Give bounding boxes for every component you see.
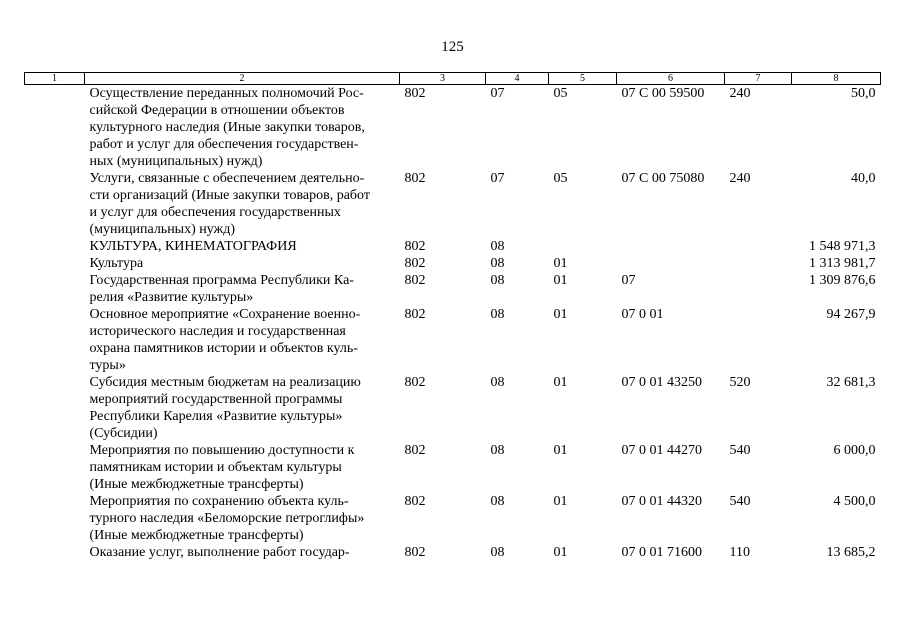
item-name-cell bbox=[85, 170, 400, 238]
subsection-code-cell: 05 bbox=[553, 171, 568, 186]
item-name-line: работ и услуг для обеспечения государствен- bbox=[89, 137, 359, 152]
amount-cell: 1 313 981,7 bbox=[809, 256, 876, 271]
item-name-cell bbox=[85, 85, 400, 171]
item-name-line: туры» bbox=[89, 358, 126, 373]
table-row bbox=[25, 493, 881, 544]
table-row bbox=[25, 238, 881, 255]
subsection-code-cell: 01 bbox=[553, 443, 568, 458]
ministry-code-cell: 802 bbox=[404, 375, 426, 390]
item-name-line: сийской Федерации в отношении объектов bbox=[89, 103, 345, 118]
item-name-cell bbox=[85, 493, 400, 544]
target-article-cell: 07 0 01 71600 bbox=[621, 545, 702, 560]
item-name-cell bbox=[85, 442, 400, 493]
ministry-code-cell: 802 bbox=[404, 256, 426, 271]
ministry-code-cell: 802 bbox=[404, 443, 426, 458]
column-header: 1 bbox=[25, 73, 85, 85]
ministry-code-cell: 802 bbox=[404, 494, 426, 509]
section-code-cell: 08 bbox=[490, 375, 505, 390]
item-name-line: Республики Карелия «Развитие культуры» bbox=[89, 409, 343, 424]
target-article-cell: 07 0 01 44270 bbox=[621, 443, 702, 458]
item-name-line: мероприятий государственной программы bbox=[89, 392, 343, 407]
expense-type-cell: 240 bbox=[729, 86, 751, 101]
target-article-cell: 07 С 00 75080 bbox=[621, 171, 705, 186]
subsection-code-cell: 05 bbox=[553, 86, 568, 101]
section-code-cell: 08 bbox=[490, 545, 505, 560]
item-name-line: КУЛЬТУРА, КИНЕМАТОГРАФИЯ bbox=[89, 239, 297, 254]
page-number: 125 bbox=[441, 39, 464, 55]
section-code-cell: 08 bbox=[490, 256, 505, 271]
target-article-cell: 07 bbox=[621, 273, 636, 288]
item-name-cell bbox=[85, 306, 400, 374]
column-header: 2 bbox=[85, 73, 400, 85]
amount-cell: 94 267,9 bbox=[826, 307, 876, 322]
column-header: 6 bbox=[617, 73, 725, 85]
ministry-code-cell: 802 bbox=[404, 171, 426, 186]
expense-type-cell: 240 bbox=[729, 171, 751, 186]
table-row bbox=[25, 306, 881, 374]
subsection-code-cell: 01 bbox=[553, 494, 568, 509]
item-name-line: Культура bbox=[89, 256, 144, 271]
row-number-cell bbox=[25, 85, 85, 171]
column-header: 7 bbox=[725, 73, 792, 85]
item-name-cell bbox=[85, 238, 400, 255]
table-row bbox=[25, 255, 881, 272]
table-row bbox=[25, 170, 881, 238]
subsection-code-cell: 01 bbox=[553, 307, 568, 322]
table-body bbox=[25, 85, 881, 562]
row-number-cell bbox=[25, 238, 85, 255]
item-name-line: Мероприятия по повышению доступности к bbox=[89, 443, 355, 458]
row-number-cell bbox=[25, 374, 85, 442]
item-name-line: сти организаций (Иные закупки товаров, работ bbox=[89, 188, 370, 203]
table-row bbox=[25, 374, 881, 442]
item-name-line: Мероприятия по сохранению объекта куль- bbox=[89, 494, 349, 509]
item-name-cell bbox=[85, 374, 400, 442]
expense-type-cell bbox=[725, 272, 792, 306]
table-row bbox=[25, 544, 881, 561]
item-name-line: культурного наследия (Иные закупки товаров, bbox=[89, 120, 365, 135]
ministry-code-cell: 802 bbox=[404, 273, 426, 288]
ministry-code-cell: 802 bbox=[404, 86, 426, 101]
amount-cell: 32 681,3 bbox=[826, 375, 876, 390]
target-article-cell: 07 С 00 59500 bbox=[621, 86, 705, 101]
section-code-cell: 07 bbox=[490, 171, 505, 186]
expense-type-cell: 540 bbox=[729, 443, 751, 458]
column-header: 5 bbox=[549, 73, 617, 85]
item-name-line: охрана памятников истории и объектов куль- bbox=[89, 341, 358, 356]
item-name-line: (Иные межбюджетные трансферты) bbox=[89, 477, 304, 492]
row-number-cell bbox=[25, 544, 85, 561]
target-article-cell: 07 0 01 43250 bbox=[621, 375, 702, 390]
item-name-line: (муниципальных) нужд) bbox=[89, 222, 236, 237]
amount-cell: 6 000,0 bbox=[833, 443, 876, 458]
subsection-code-cell: 01 bbox=[553, 273, 568, 288]
item-name-line: Основное мероприятие «Сохранение военно- bbox=[89, 307, 361, 322]
row-number-cell bbox=[25, 442, 85, 493]
ministry-code-cell: 802 bbox=[404, 545, 426, 560]
row-number-cell bbox=[25, 170, 85, 238]
item-name-line: Государственная программа Республики Ка- bbox=[89, 273, 354, 288]
target-article-cell bbox=[617, 238, 725, 255]
table-row bbox=[25, 272, 881, 306]
amount-cell: 50,0 bbox=[851, 86, 876, 101]
subsection-code-cell: 01 bbox=[553, 375, 568, 390]
expense-type-cell: 110 bbox=[729, 545, 750, 560]
section-code-cell: 08 bbox=[490, 307, 505, 322]
item-name-cell bbox=[85, 272, 400, 306]
section-code-cell: 08 bbox=[490, 494, 505, 509]
subsection-code-cell: 01 bbox=[553, 545, 568, 560]
column-header: 3 bbox=[400, 73, 486, 85]
table-row bbox=[25, 85, 881, 171]
amount-cell: 13 685,2 bbox=[826, 545, 876, 560]
ministry-code-cell: 802 bbox=[404, 239, 426, 254]
item-name-line: исторического наследия и государственная bbox=[89, 324, 346, 339]
amount-cell: 1 548 971,3 bbox=[809, 239, 876, 254]
column-header: 8 bbox=[792, 73, 881, 85]
item-name-line: и услуг для обеспечения государственных bbox=[89, 205, 341, 220]
row-number-cell bbox=[25, 493, 85, 544]
table-header bbox=[25, 73, 881, 85]
item-name-line: (Иные межбюджетные трансферты) bbox=[89, 528, 304, 543]
expense-type-cell bbox=[725, 238, 792, 255]
budget-table bbox=[24, 72, 881, 561]
table-row bbox=[25, 442, 881, 493]
column-header: 4 bbox=[486, 73, 549, 85]
target-article-cell bbox=[617, 255, 725, 272]
item-name-line: (Субсидии) bbox=[89, 426, 158, 441]
header-row bbox=[25, 73, 881, 85]
section-code-cell: 07 bbox=[490, 86, 505, 101]
row-number-cell bbox=[25, 306, 85, 374]
amount-cell: 1 309 876,6 bbox=[809, 273, 876, 288]
subsection-code-cell: 01 bbox=[553, 256, 568, 271]
item-name-line: турного наследия «Беломорские петроглифы» bbox=[89, 511, 365, 526]
section-code-cell: 08 bbox=[490, 443, 505, 458]
expense-type-cell bbox=[725, 255, 792, 272]
amount-cell: 40,0 bbox=[851, 171, 876, 186]
target-article-cell: 07 0 01 bbox=[621, 307, 664, 322]
item-name-line: Субсидия местным бюджетам на реализацию bbox=[89, 375, 361, 390]
item-name-cell bbox=[85, 255, 400, 272]
row-number-cell bbox=[25, 272, 85, 306]
item-name-line: памятникам истории и объектам культуры bbox=[89, 460, 342, 475]
expense-type-cell bbox=[725, 306, 792, 374]
section-code-cell: 08 bbox=[490, 239, 505, 254]
expense-type-cell: 520 bbox=[729, 375, 751, 390]
item-name-line: Услуги, связанные с обеспечением деятельно- bbox=[89, 171, 365, 186]
row-number-cell bbox=[25, 255, 85, 272]
item-name-cell bbox=[85, 544, 400, 561]
item-name-line: ных (муниципальных) нужд) bbox=[89, 154, 263, 169]
subsection-code-cell bbox=[549, 238, 617, 255]
section-code-cell: 08 bbox=[490, 273, 505, 288]
amount-cell: 4 500,0 bbox=[833, 494, 876, 509]
ministry-code-cell: 802 bbox=[404, 307, 426, 322]
target-article-cell: 07 0 01 44320 bbox=[621, 494, 702, 509]
item-name-line: релия «Развитие культуры» bbox=[89, 290, 254, 305]
item-name-line: Осуществление переданных полномочий Рос- bbox=[89, 86, 364, 101]
item-name-line: Оказание услуг, выполнение работ государ- bbox=[89, 545, 350, 560]
expense-type-cell: 540 bbox=[729, 494, 751, 509]
